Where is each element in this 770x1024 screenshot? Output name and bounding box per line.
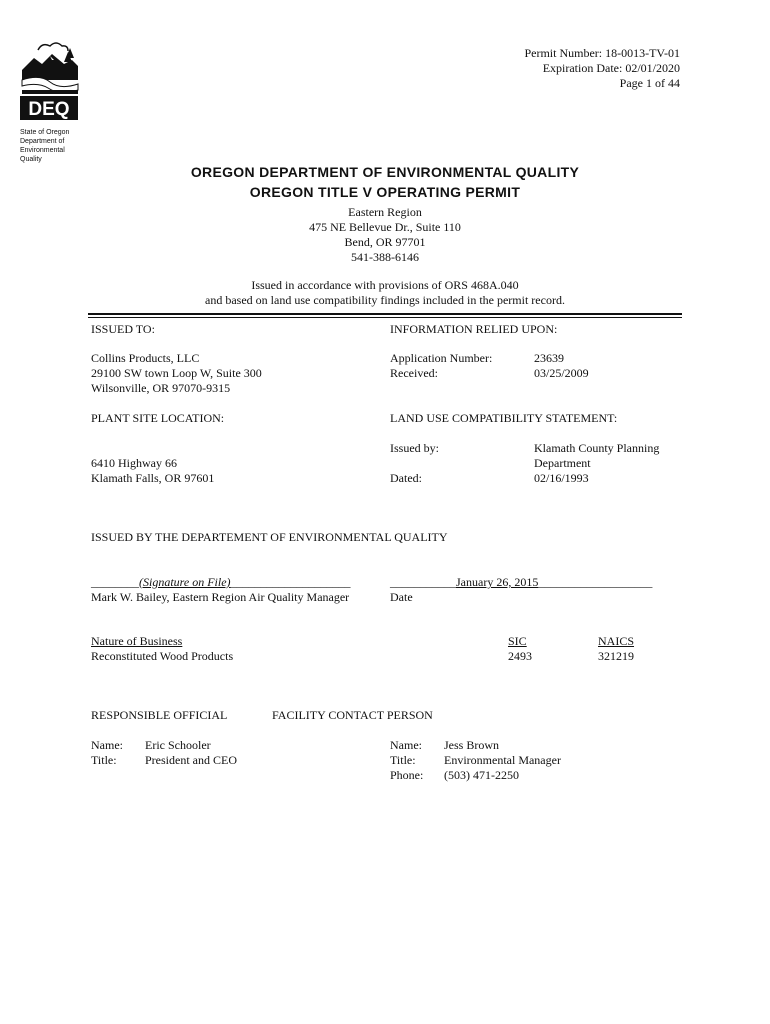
info-relied-label: INFORMATION RELIED UPON:	[390, 322, 558, 336]
region-city: Bend, OR 97701	[344, 235, 426, 249]
responsible-title-label: Title:	[91, 753, 117, 767]
responsible-title-value: President and CEO	[145, 753, 237, 767]
issued-to-label: ISSUED TO:	[91, 322, 155, 336]
naics-label: NAICS	[598, 634, 635, 648]
caption-line: Environmental	[20, 147, 65, 154]
page-indicator: Page 1 of 44	[619, 76, 680, 90]
issued-by-line-1: Klamath County Planning	[534, 441, 660, 455]
expiration-date: Expiration Date: 02/01/2020	[542, 61, 680, 75]
sic-value: 2493	[508, 649, 532, 663]
application-number-label: Application Number:	[390, 351, 493, 365]
contact-phone-label: Phone:	[390, 768, 424, 782]
received-value: 03/25/2009	[534, 366, 589, 380]
land-use-label: LAND USE COMPATIBILITY STATEMENT:	[390, 411, 618, 425]
date-underscore-post: ___________________	[538, 575, 653, 589]
caption-line: Quality	[20, 156, 42, 163]
issued-by-value	[534, 441, 659, 486]
issuance-line-2: and based on land use compatibility findings included in the permit record.	[205, 293, 565, 307]
naics-value: 321219	[598, 649, 634, 663]
signature-text: (Signature on File)	[139, 575, 231, 589]
region-name: Eastern Region	[348, 205, 422, 219]
responsible-labels	[91, 738, 123, 768]
deq-logo	[20, 40, 80, 122]
company-address: 29100 SW town Loop W, Suite 300	[91, 366, 262, 380]
responsible-name-label: Name:	[91, 738, 123, 752]
deq-landscape-icon	[20, 40, 80, 122]
title-line-2: OREGON TITLE V OPERATING PERMIT	[249, 184, 521, 200]
info-relied-labels	[390, 351, 492, 381]
contact-title-value: Environmental Manager	[444, 753, 561, 767]
divider-thick	[88, 313, 682, 315]
issuance-line-1: Issued in accordance with provisions of ORS 468A.040	[251, 278, 519, 292]
contact-title-label: Title:	[390, 753, 416, 767]
agency-caption	[20, 128, 100, 164]
contact-name-value: Jess Brown	[444, 738, 500, 752]
signed-date: January 26, 2015	[456, 575, 539, 589]
contact-name-label: Name:	[390, 738, 422, 752]
sig-underscore-pre: ________	[91, 575, 139, 589]
issued-by-department: ISSUED BY THE DEPARTEMENT OF ENVIRONMENTAL QUALITY	[91, 530, 448, 544]
nature-of-business-value: Reconstituted Wood Products	[91, 649, 234, 663]
date-label: Date	[390, 590, 413, 604]
nature-of-business-label: Nature of Business	[91, 634, 183, 648]
dated-label: Dated:	[390, 471, 422, 485]
dated-value: 02/16/1993	[534, 471, 589, 485]
responsible-values	[145, 738, 237, 768]
sig-underscore-post: ____________________	[230, 575, 351, 589]
signature-line	[91, 575, 351, 590]
sic-label: SIC	[508, 634, 527, 648]
responsible-official-label: RESPONSIBLE OFFICIAL	[91, 708, 228, 722]
caption-line: State of Oregon	[20, 129, 70, 136]
permit-header	[524, 46, 680, 91]
issued-by-label: Issued by:	[390, 441, 439, 455]
caption-line: Department of	[20, 138, 65, 145]
signer-name: Mark W. Bailey, Eastern Region Air Quality Manager	[91, 590, 350, 604]
facility-contact-label: FACILITY CONTACT PERSON	[272, 708, 433, 722]
issued-to-block	[91, 351, 262, 396]
plant-site-label: PLANT SITE LOCATION:	[91, 411, 225, 425]
info-relied-values	[534, 351, 589, 381]
company-name: Collins Products, LLC	[91, 351, 200, 365]
company-city: Wilsonville, OR 97070-9315	[91, 381, 231, 395]
region-phone: 541-388-6146	[351, 250, 419, 264]
issued-by-line-2: Department	[534, 456, 591, 470]
plant-site-block	[91, 456, 214, 486]
contact-phone-value: (503) 471-2250	[444, 768, 519, 782]
contact-labels	[390, 738, 423, 783]
plant-city: Klamath Falls, OR 97601	[91, 471, 215, 485]
application-number-value: 23639	[534, 351, 564, 365]
title-line-1: OREGON DEPARTMENT OF ENVIRONMENTAL QUALITY	[190, 164, 580, 180]
region-street: 475 NE Bellevue Dr., Suite 110	[309, 220, 461, 234]
deq-wordmark: DEQ	[28, 99, 70, 120]
contact-values	[444, 738, 561, 783]
date-underscore-pre: ___________	[390, 575, 456, 589]
plant-address: 6410 Highway 66	[91, 456, 177, 470]
date-line	[390, 575, 652, 590]
responsible-name-value: Eric Schooler	[145, 738, 211, 752]
divider-thin	[88, 317, 682, 318]
received-label: Received:	[390, 366, 438, 380]
permit-number: Permit Number: 18-0013-TV-01	[524, 46, 680, 60]
